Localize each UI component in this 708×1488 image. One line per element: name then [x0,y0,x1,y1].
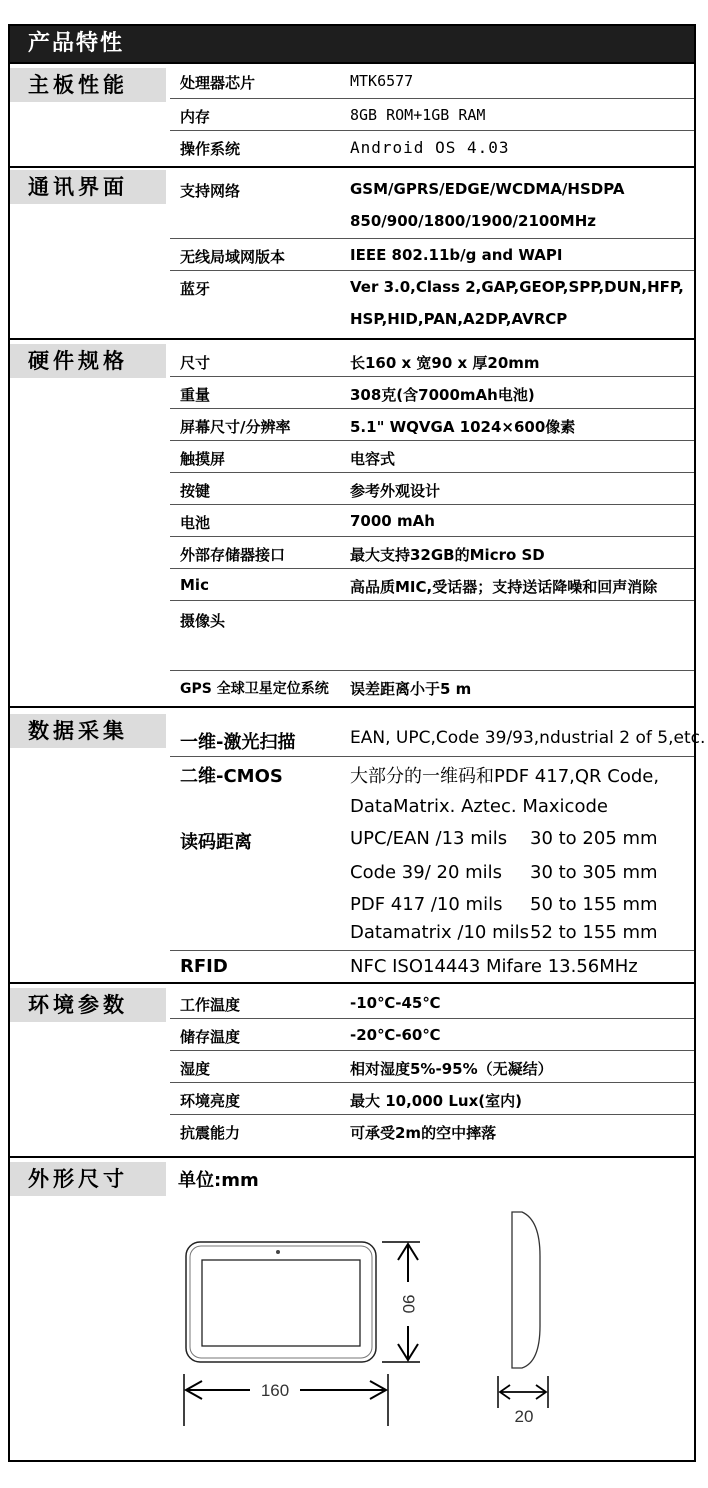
read-distance-code: Code 39/ 20 mils [350,862,503,883]
spec-key: 操作系统 [180,140,241,158]
device-front-outline [186,1242,376,1362]
row-divider [170,504,694,505]
spec-key: 尺寸 [180,354,211,372]
read-distance-code: Datamatrix /10 mils [350,922,529,943]
spec-key: 外部存储器接口 [180,546,286,564]
spec-value: 最大 10,000 Lux(室内) [350,1092,522,1110]
spec-key: 读码距离 [180,832,252,853]
row-divider [170,440,694,441]
spec-key: RFID [180,956,228,977]
spec-value: 最大支持32GB的Micro SD [350,546,545,564]
page-title: 产品特性 [10,26,694,62]
spec-value: 5.1" WQVGA 1024×600像素 [350,418,576,436]
spec-key: 屏幕尺寸/分辨率 [180,418,291,436]
row-divider [170,756,694,757]
section-label-mainboard: 主板性能 [10,68,166,102]
row-divider [170,408,694,409]
row-divider [170,600,694,601]
spec-value: EAN, UPC,Code 39/93,ndustrial 2 of 5,etc. [350,728,706,748]
spec-key: 储存温度 [180,1028,241,1046]
row-divider [170,472,694,473]
section-label-dimensions: 外形尺寸 [10,1162,166,1196]
spec-value: 大部分的一维码和PDF 417,QR Code, [350,766,660,787]
row-divider [170,1114,694,1115]
device-side-outline [512,1212,540,1368]
separator [10,338,694,340]
width-label: 160 [260,1381,290,1400]
separator [10,706,694,708]
section-label-hardware: 硬件规格 [10,344,166,378]
spec-value: NFC ISO14443 Mifare 13.56MHz [350,956,638,977]
row-divider [170,98,694,99]
spec-value: 850/900/1800/1900/2100MHz [350,212,596,230]
spec-key: 触摸屏 [180,450,226,468]
spec-value: 高品质MIC,受话器；支持送话降噪和回声消除 [350,578,658,596]
spec-key: 二维-CMOS [180,766,283,787]
spec-key: 抗震能力 [180,1124,241,1142]
spec-key: 一维-激光扫描 [180,732,296,753]
spec-value: 参考外观设计 [350,482,441,500]
spec-value: Ver 3.0,Class 2,GAP,GEOP,SPP,DUN,HFP, [350,278,684,296]
spec-key: 内存 [180,108,211,126]
spec-key: GPS 全球卫星定位系统 [180,681,329,697]
row-divider [170,950,694,951]
spec-value: Android OS 4.03 [350,138,510,157]
row-divider [170,130,694,131]
height-label: 90 [399,1294,418,1314]
dimension-drawing [10,1196,694,1436]
spec-value: 电容式 [350,450,396,468]
spec-value: 308克(含7000mAh电池) [350,386,535,404]
spec-value: DataMatrix. Aztec. Maxicode [350,796,608,817]
spec-value: IEEE 802.11b/g and WAPI [350,246,563,264]
spec-key: 支持网络 [180,182,241,200]
depth-label: 20 [514,1407,534,1426]
spec-key: Mic [180,576,209,594]
spec-value: 7000 mAh [350,512,435,530]
spec-key: 工作温度 [180,996,241,1014]
spec-key: 蓝牙 [180,280,211,298]
row-divider [170,670,694,671]
separator [10,166,694,168]
spec-value: -20℃-60℃ [350,1026,441,1044]
spec-value: HSP,HID,PAN,A2DP,AVRCP [350,310,568,328]
spec-sheet [8,24,706,1462]
spec-value: 8GB ROM+1GB RAM [350,106,486,124]
row-divider [170,1082,694,1083]
spec-key: 处理器芯片 [180,74,256,92]
spec-key: 电池 [180,514,211,532]
section-label-environment: 环境参数 [10,988,166,1022]
read-distance-range: 50 to 155 mm [530,894,658,915]
section-label-data-capture: 数据采集 [10,714,166,748]
spec-value: 相对湿度5%-95%（无凝结） [350,1060,553,1078]
spec-value: GSM/GPRS/EDGE/WCDMA/HSDPA [350,180,625,198]
read-distance-code: UPC/EAN /13 mils [350,828,508,849]
row-divider [170,376,694,377]
spec-value: 长160 x 宽90 x 厚20mm [350,354,540,372]
spec-key: 摄像头 [180,612,226,630]
spec-key: 湿度 [180,1060,211,1078]
section-label-comms: 通讯界面 [10,170,166,204]
spec-value: 误差距离小于5 m [350,680,472,698]
row-divider [170,270,694,271]
row-divider [170,238,694,239]
separator [10,982,694,984]
dimensions-unit: 单位:mm [178,1170,259,1191]
depth-dimension-line [498,1376,548,1408]
read-distance-range: 30 to 305 mm [530,862,658,883]
separator [10,62,694,64]
spec-key: 重量 [180,386,211,404]
separator [10,1156,694,1158]
spec-key: 无线局域网版本 [180,248,286,266]
spec-key: 按键 [180,482,211,500]
spec-value: -10℃-45℃ [350,994,441,1012]
spec-key: 环境亮度 [180,1092,241,1110]
read-distance-range: 52 to 155 mm [530,922,658,943]
row-divider [170,1018,694,1019]
read-distance-range: 30 to 205 mm [530,828,658,849]
read-distance-code: PDF 417 /10 mils [350,894,503,915]
row-divider [170,1050,694,1051]
spec-value: 可承受2m的空中摔落 [350,1124,497,1142]
spec-value: MTK6577 [350,72,414,90]
row-divider [170,536,694,537]
row-divider [170,568,694,569]
